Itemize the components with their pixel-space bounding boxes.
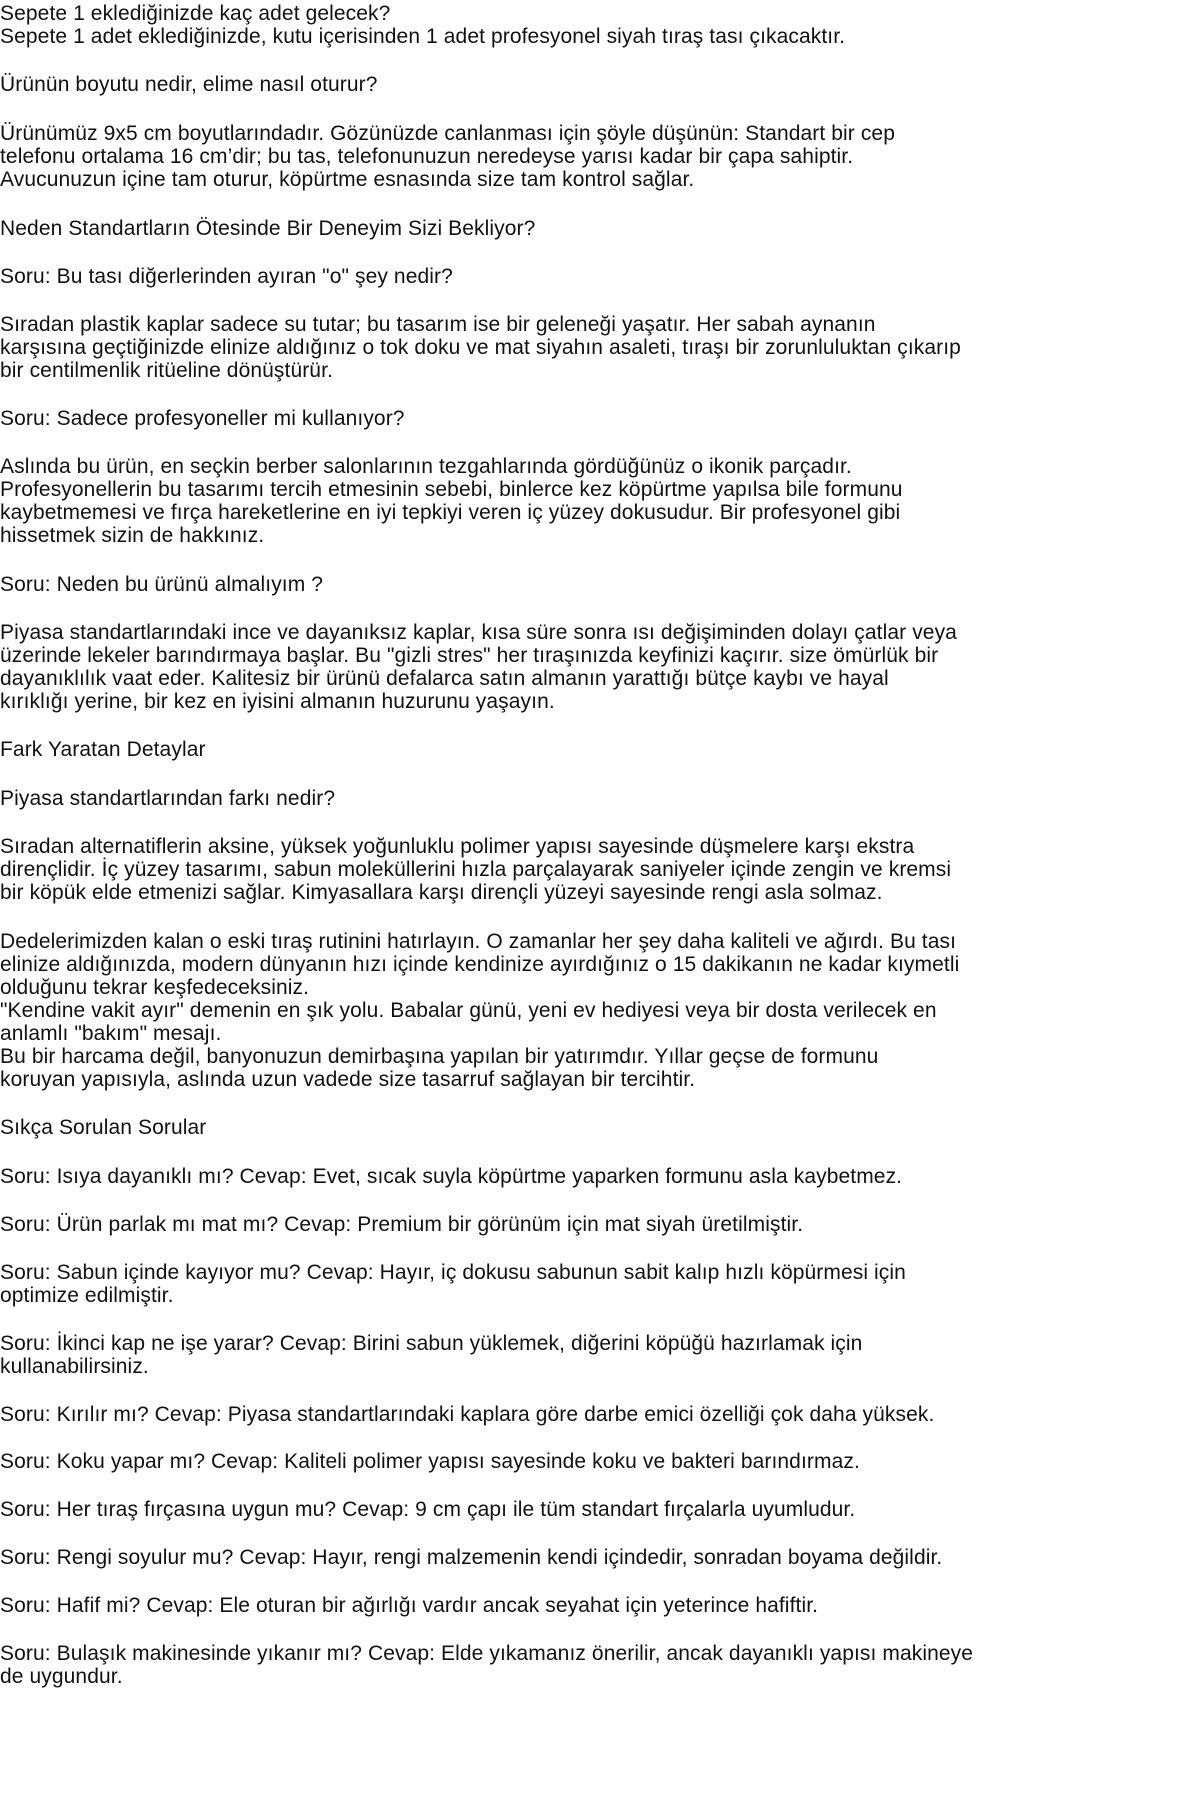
question-line: Soru: Neden bu ürünü almalıyım ? [0,573,324,596]
question-line: Soru: Sadece profesyoneller mi kullanıyor? [0,407,405,430]
paragraph-line: bir centilmenlik ritüeline dönüştürür. [0,359,333,382]
paragraph-line: Avucunuzun içine tam oturur, köpürtme esnasında size tam kontrol sağlar. [0,168,695,191]
faq-line: Soru: Bulaşık makinesinde yıkanır mı? Cevap: Elde yıkamanız önerilir, ancak dayanıklı yapısı makineye [0,1642,974,1665]
faq-line: optimize edilmiştir. [0,1284,174,1307]
paragraph-line: elinize aldığınızda, modern dünyanın hızı içinde kendinize ayırdığınız o 15 dakikanın ne kadar kıymetli [0,953,960,976]
paragraph-line: karşısına geçtiğinizde elinize aldığınız o tok doku ve mat siyahın asaleti, tıraşı bir zorunluluktan çıkarıp [0,336,961,359]
faq-line: kullanabilirsiniz. [0,1355,149,1378]
paragraph-line: Piyasa standartlarındaki ince ve dayanıksız kaplar, kısa süre sonra ısı değişiminden dolayı çatlar veya [0,621,957,644]
faq-line: Soru: Koku yapar mı? Cevap: Kaliteli polimer yapısı sayesinde koku ve bakteri barındırmaz. [0,1450,860,1473]
paragraph-line: Bu bir harcama değil, banyonuzun demirbaşına yapılan bir yatırımdır. Yıllar geçse de formunu [0,1045,879,1068]
question-line: Ürünün boyutu nedir, elime nasıl oturur? [0,73,378,96]
paragraph-line: Ürünümüz 9x5 cm boyutlarındadır. Gözünüzde canlanması için şöyle düşünün: Standart bir cep [0,122,895,145]
heading-line: Sıkça Sorulan Sorular [0,1116,207,1139]
heading-line: Neden Standartların Ötesinde Bir Deneyim Sizi Bekliyor? [0,217,536,240]
faq-line: de uygundur. [0,1665,123,1688]
question-line: Piyasa standartlarından farkı nedir? [0,787,336,810]
paragraph-line: kırıklığı yerine, bir kez en iyisini almanın huzurunu yaşayın. [0,690,555,713]
paragraph-line: hissetmek sizin de hakkınız. [0,524,265,547]
paragraph-line: Sıradan plastik kaplar sadece su tutar; bu tasarım ise bir geleneği yaşatır. Her sabah aynanın [0,313,876,336]
paragraph-line: dirençlidir. İç yüzey tasarımı, sabun moleküllerini hızla parçalayarak saniyeler içinde zengin ve kremsi [0,858,952,881]
question-line: Sepete 1 eklediğinizde kaç adet gelecek? [0,2,391,25]
paragraph-line: koruyan yapısıyla, aslında uzun vadede size tasarruf sağlayan bir tercihtir. [0,1068,696,1091]
paragraph-line: Aslında bu ürün, en seçkin berber salonlarının tezgahlarında gördüğünüz o ikonik parçadır. [0,455,852,478]
paragraph-line: Sıradan alternatiflerin aksine, yüksek yoğunluklu polimer yapısı sayesinde düşmelere karşı ekstra [0,835,915,858]
paragraph-line: anlamlı "bakım" mesajı. [0,1022,222,1045]
faq-line: Soru: Ürün parlak mı mat mı? Cevap: Premium bir görünüm için mat siyah üretilmiştir. [0,1213,804,1236]
paragraph-line: "Kendine vakit ayır" demenin en şık yolu. Babalar günü, yeni ev hediyesi veya bir dosta verilecek en [0,999,937,1022]
paragraph-line: üzerinde lekeler barındırmaya başlar. Bu "gizli stres" her tıraşınızda keyfinizi kaçırır. size ömürlük bir [0,644,939,667]
paragraph-line: Sepete 1 adet eklediğinizde, kutu içerisinden 1 adet profesyonel siyah tıraş tası çıkacaktır. [0,25,846,48]
paragraph-line: bir köpük elde etmenizi sağlar. Kimyasallara karşı dirençli yüzeyi sayesinde rengi asla solmaz. [0,881,883,904]
faq-line: Soru: Isıya dayanıklı mı? Cevap: Evet, sıcak suyla köpürtme yaparken formunu asla kaybetmez. [0,1165,903,1188]
faq-line: Soru: Sabun içinde kayıyor mu? Cevap: Hayır, iç dokusu sabunun sabit kalıp hızlı köpürmesi için [0,1261,906,1284]
paragraph-line: telefonu ortalama 16 cm’dir; bu tas, telefonunuzun neredeyse yarısı kadar bir çapa sahiptir. [0,145,854,168]
faq-line: Soru: Hafif mi? Cevap: Ele oturan bir ağırlığı vardır ancak seyahat için yeterince hafiftir. [0,1594,819,1617]
paragraph-line: kaybetmemesi ve fırça hareketlerine en iyi tepkiyi veren iç yüzey dokusudur. Bir profesyonel gibi [0,501,901,524]
paragraph-line: dayanıklılık vaat eder. Kalitesiz bir ürünü defalarca satın almanın yarattığı bütçe kaybı ve hayal [0,667,889,690]
faq-line: Soru: Her tıraş fırçasına uygun mu? Cevap: 9 cm çapı ile tüm standart fırçalarla uyumludur. [0,1498,856,1521]
question-line: Soru: Bu tası diğerlerinden ayıran "o" şey nedir? [0,265,453,288]
heading-line: Fark Yaratan Detaylar [0,738,206,761]
paragraph-line: Dedelerimizden kalan o eski tıraş rutinini hatırlayın. O zamanlar her şey daha kaliteli ve ağırdı. Bu tası [0,930,957,953]
faq-line: Soru: İkinci kap ne işe yarar? Cevap: Birini sabun yüklemek, diğerini köpüğü hazırlamak için [0,1332,863,1355]
faq-line: Soru: Kırılır mı? Cevap: Piyasa standartlarındaki kaplara göre darbe emici özelliği çok daha yüksek. [0,1403,935,1426]
paragraph-line: Profesyonellerin bu tasarımı tercih etmesinin sebebi, binlerce kez köpürtme yapılsa bile formunu [0,478,903,501]
paragraph-line: olduğunu tekrar keşfedeceksiniz. [0,976,310,999]
faq-line: Soru: Rengi soyulur mu? Cevap: Hayır, rengi malzemenin kendi içindedir, sonradan boyama değildir. [0,1546,943,1569]
